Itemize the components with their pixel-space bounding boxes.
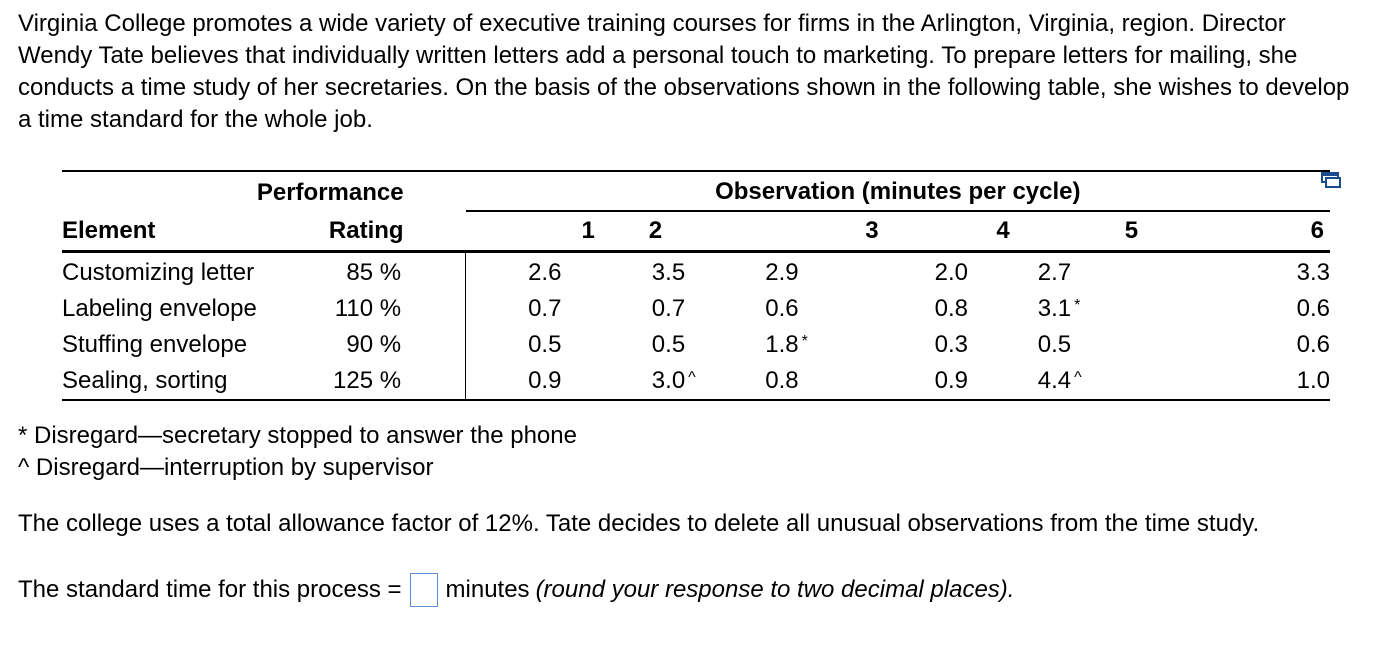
element-name: Stuffing envelope <box>62 331 248 358</box>
observation-value: 3.1 <box>1037 295 1072 322</box>
observation-cell <box>885 252 1016 292</box>
observation-value: 0.5 <box>651 331 686 358</box>
observation-cell <box>755 252 884 292</box>
observation-cell <box>1176 291 1330 327</box>
header-rating: Rating <box>257 211 466 252</box>
answer-input[interactable] <box>410 573 438 607</box>
performance-rating: 125 % <box>333 367 402 394</box>
header-obs-6: 6 <box>1176 211 1330 252</box>
observation-cell <box>755 291 884 327</box>
observation-value: 2.9 <box>765 259 799 286</box>
observation-cell <box>755 327 884 363</box>
table-row <box>62 363 1330 400</box>
header-observation: Observation (minutes per cycle) <box>466 171 1330 211</box>
observation-value: 2.6 <box>528 259 562 286</box>
observation-cell <box>466 291 625 327</box>
table-row <box>62 291 1330 327</box>
observation-value: 0.8 <box>934 295 969 322</box>
observation-value: 3.5 <box>651 259 686 286</box>
header-obs-2: 2 <box>625 211 755 252</box>
observation-value: 0.5 <box>528 331 562 358</box>
performance-rating: 85 % <box>346 259 402 286</box>
answer-line <box>18 573 1014 607</box>
observation-cell <box>885 327 1016 363</box>
observation-cell <box>625 252 755 292</box>
observation-cell <box>1176 363 1330 400</box>
observation-value: 2.0 <box>934 259 969 286</box>
disregard-mark: * <box>801 333 808 350</box>
observation-value: 0.9 <box>528 367 562 394</box>
time-study-table <box>62 170 1330 401</box>
observation-cell <box>1016 291 1176 327</box>
observation-value: 0.9 <box>934 367 969 394</box>
header-obs-1: 1 <box>466 211 625 252</box>
answer-instruction: (round your response to two decimal places). <box>535 576 1015 603</box>
observation-value: 1.0 <box>1296 367 1330 394</box>
element-name: Labeling envelope <box>62 295 257 322</box>
observation-value: 0.8 <box>765 367 799 394</box>
observation-cell <box>1176 252 1330 292</box>
observation-value: 0.6 <box>1296 295 1330 322</box>
header-performance: Performance <box>256 178 404 206</box>
problem-intro: Virginia College promotes a wide variety of executive training courses for firms in the Arlington, Virginia, region. Director Wendy Tate believes that individually written letters add a personal touch to marketing. To prepare letters for mailing, she conducts a time study of her secretaries. On the basis of the observations shown in the following table, she wishes to develop a time standard for the whole job. <box>18 10 1350 133</box>
observation-cell <box>1176 327 1330 363</box>
observation-value: 0.3 <box>934 331 969 358</box>
observation-cell <box>466 327 625 363</box>
element-name: Sealing, sorting <box>62 367 228 394</box>
header-obs-4: 4 <box>885 211 1016 252</box>
observation-value: 3.0 <box>651 367 686 394</box>
header-element: Element <box>62 211 257 252</box>
observation-cell <box>1016 363 1176 400</box>
observation-cell <box>1016 327 1176 363</box>
answer-unit: minutes <box>445 576 530 603</box>
observation-cell <box>625 327 755 363</box>
observation-cell <box>625 363 755 400</box>
performance-rating: 90 % <box>346 331 402 358</box>
header-obs-3: 3 <box>755 211 884 252</box>
element-name: Customizing letter <box>62 259 255 286</box>
header-blank <box>62 171 257 211</box>
observation-value: 0.7 <box>528 295 562 322</box>
disregard-mark: * <box>1074 297 1081 314</box>
observation-cell <box>885 363 1016 400</box>
answer-prefix: The standard time for this process = <box>18 576 402 603</box>
disregard-mark: ^ <box>1074 369 1082 386</box>
observation-cell <box>1016 252 1176 292</box>
observation-cell <box>625 291 755 327</box>
observation-value: 4.4 <box>1037 367 1072 394</box>
observation-cell <box>885 291 1016 327</box>
observation-cell <box>466 252 625 292</box>
performance-rating: 110 % <box>334 295 402 322</box>
header-obs-5: 5 <box>1016 211 1176 252</box>
observation-value: 0.6 <box>1296 331 1330 358</box>
disregard-mark: ^ <box>688 369 696 386</box>
observation-value: 0.7 <box>651 295 686 322</box>
observation-value: 0.5 <box>1037 331 1072 358</box>
observation-cell <box>755 363 884 400</box>
footnote-caret: ^ Disregard—interruption by supervisor <box>18 454 434 481</box>
observation-value: 0.6 <box>765 295 799 322</box>
observation-value: 1.8 <box>765 331 799 358</box>
footnote-star: * Disregard—secretary stopped to answer the phone <box>18 422 577 449</box>
observation-value: 3.3 <box>1296 259 1330 286</box>
table-row <box>62 327 1330 363</box>
table-row <box>62 252 1330 292</box>
observation-cell <box>466 363 625 400</box>
observation-value: 2.7 <box>1037 259 1072 286</box>
allowance-text: The college uses a total allowance factor of 12%. Tate decides to delete all unusual observations from the time study. <box>18 510 1260 537</box>
